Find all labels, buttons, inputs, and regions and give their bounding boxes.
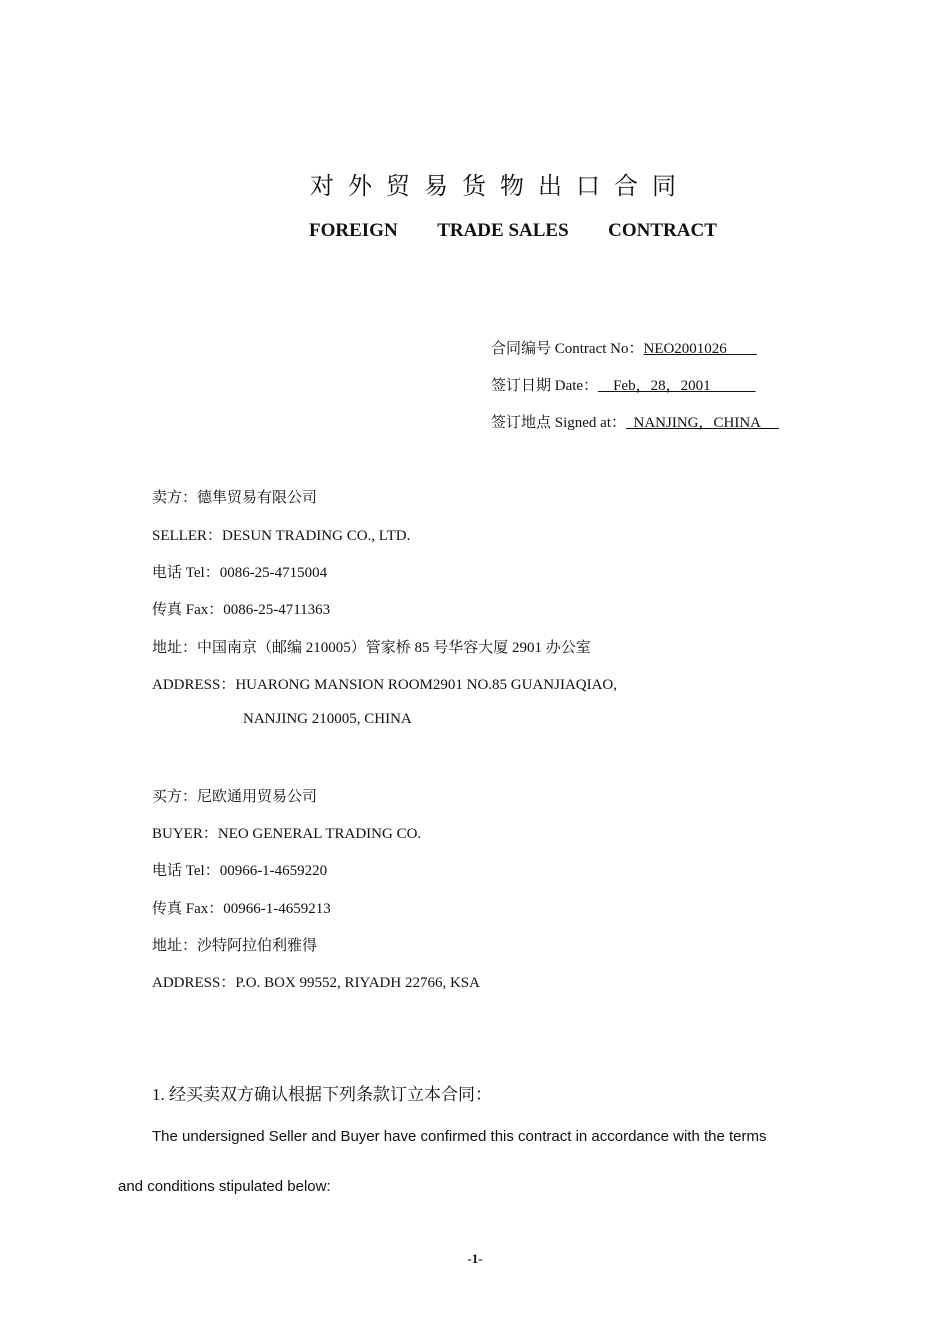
section-1-heading: 1. 经买卖双方确认根据下列条款订立本合同：	[152, 1085, 492, 1104]
seller-name-en: SELLER：DESUN TRADING CO., LTD.	[152, 528, 411, 544]
contract-number-label: 合同编号 Contract No：	[491, 341, 644, 357]
signing-date	[491, 374, 756, 395]
buyer-name-cn: 买方：尼欧通用贸易公司	[152, 789, 318, 805]
signing-date-label: 签订日期 Date：	[491, 378, 599, 394]
section-1-body-line2: and conditions stipulated below:	[118, 1178, 331, 1195]
title-en-part-2: TRADE SALES	[437, 220, 569, 241]
seller-address-en-line1: ADDRESS：HUARONG MANSION ROOM2901 NO.85 GUANJIAQIAO,	[152, 677, 618, 693]
contract-number-value: NEO2001026	[643, 341, 757, 357]
buyer-address-en: ADDRESS：P.O. BOX 99552, RIYADH 22766, KSA	[152, 975, 480, 991]
seller-name-cn: 卖方：德隼贸易有限公司	[152, 490, 318, 506]
title-en-part-3: CONTRACT	[608, 220, 717, 241]
signing-place-label: 签订地点 Signed at：	[491, 415, 626, 431]
seller-address-en-line2: NANJING 210005, CHINA	[243, 711, 412, 727]
title-chinese: 对外贸易货物出口合同	[310, 172, 690, 200]
seller-tel: 电话 Tel：0086-25-4715004	[152, 565, 328, 581]
title-english	[309, 220, 717, 242]
title-en-part-1: FOREIGN	[309, 220, 398, 241]
signing-date-value: Feb，28，2001	[598, 378, 756, 394]
page-number: -1-	[467, 1251, 483, 1266]
section-1-body-line1: The undersigned Seller and Buyer have confirmed this contract in accordance with the terms	[152, 1128, 767, 1145]
signing-place	[491, 411, 779, 432]
contract-number	[491, 337, 757, 358]
seller-address-cn: 地址：中国南京（邮编 210005）管家桥 85 号华容大厦 2901 办公室	[152, 640, 591, 656]
buyer-name-en: BUYER：NEO GENERAL TRADING CO.	[152, 826, 422, 842]
seller-fax: 传真 Fax：0086-25-4711363	[152, 602, 331, 618]
signing-place-value: NANJING，CHINA	[626, 415, 779, 431]
buyer-address-cn: 地址：沙特阿拉伯利雅得	[152, 938, 318, 954]
buyer-tel: 电话 Tel：00966-1-4659220	[152, 863, 328, 879]
buyer-fax: 传真 Fax：00966-1-4659213	[152, 901, 331, 917]
